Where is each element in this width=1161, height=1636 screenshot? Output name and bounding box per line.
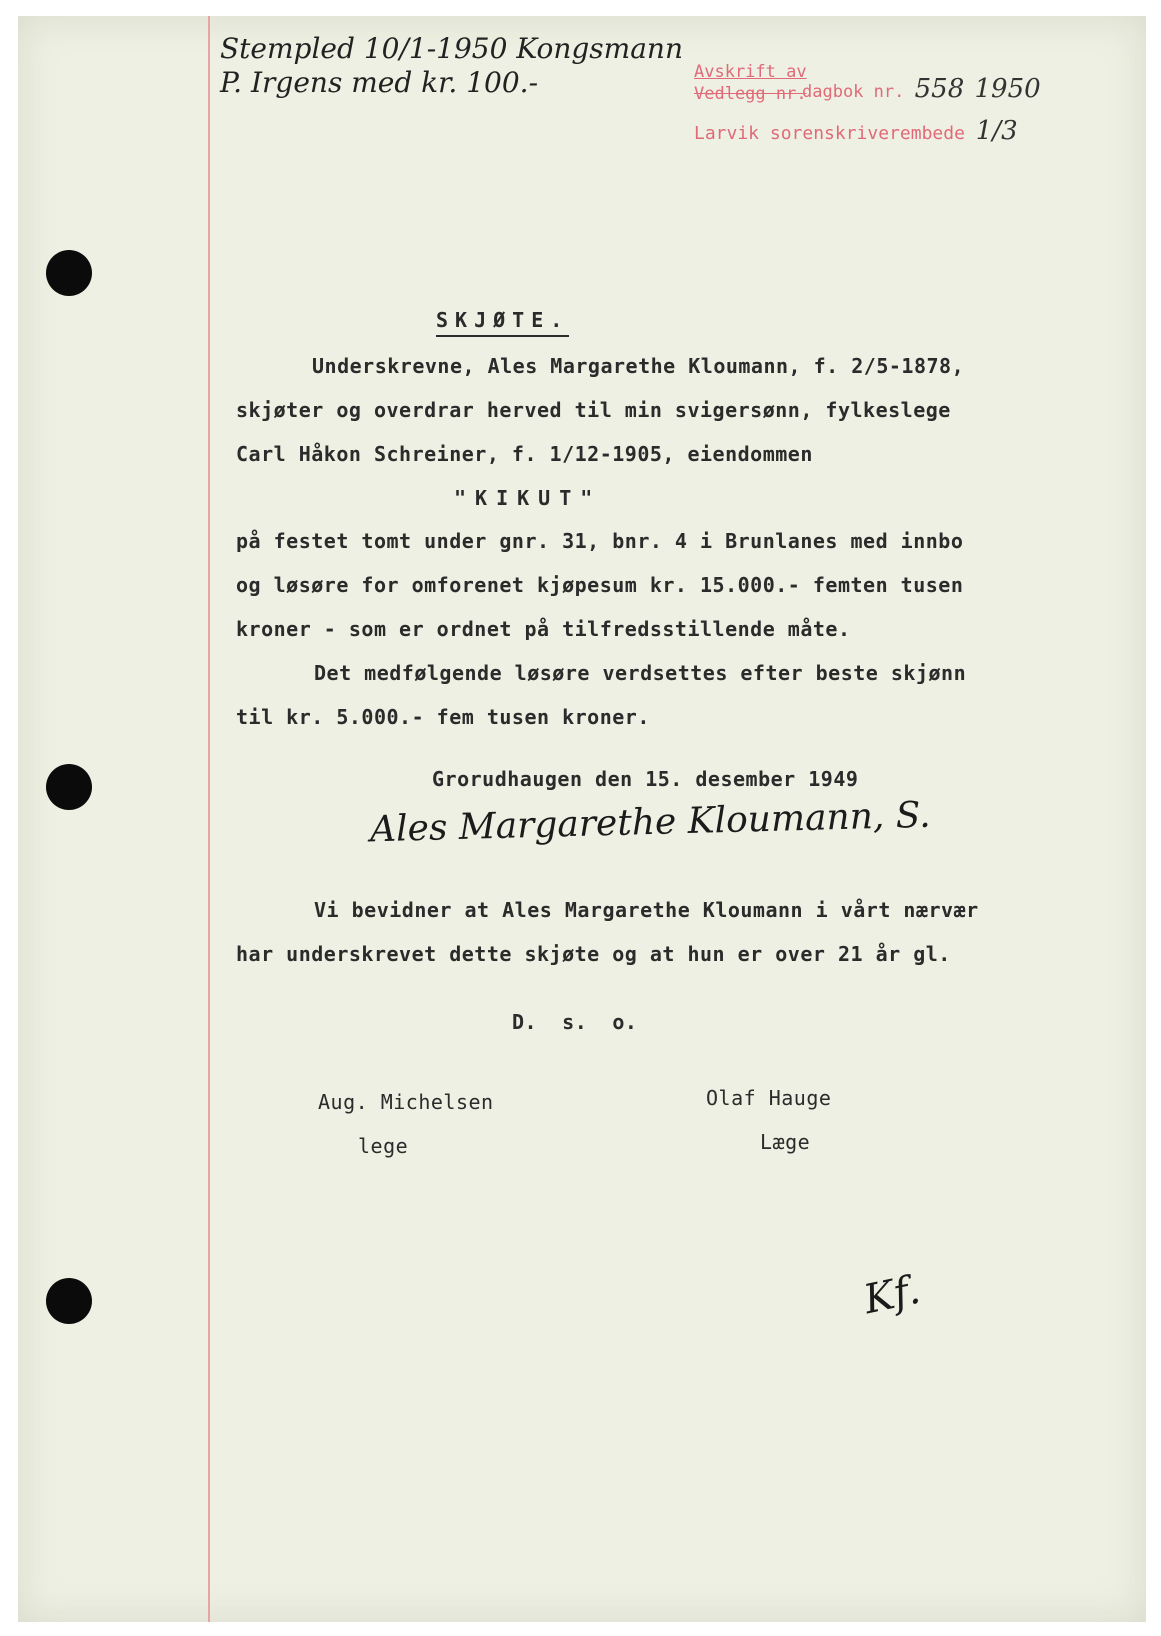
- witness2-title: Læge: [760, 1130, 811, 1154]
- witness1-name: Aug. Michelsen: [318, 1090, 494, 1114]
- dso: D. s. o.: [512, 1010, 638, 1034]
- witness-line: Vi bevidner at Ales Margarethe Kloumann i vårt nærvær: [314, 898, 979, 922]
- stamp-line1: Avskrift av: [694, 62, 807, 82]
- punch-hole: [46, 1278, 92, 1324]
- body-line: kroner - som er ordnet på tilfredsstillende måte.: [236, 617, 851, 641]
- document-title: SKJØTE.: [436, 308, 569, 337]
- body-line: til kr. 5.000.- fem tusen kroner.: [236, 705, 650, 729]
- stamp-line2: Vedlegg nr.: [694, 84, 807, 104]
- place-date: Grorudhaugen den 15. desember 1949: [432, 767, 859, 791]
- body-line: på festet tomt under gnr. 31, bnr. 4 i Brunlanes med innbo: [236, 529, 964, 553]
- witness-line: har underskrevet dette skjøte og at hun er over 21 år gl.: [236, 942, 951, 966]
- stamp-dagbok-label: dagbok nr.: [802, 82, 905, 102]
- document-page: [18, 16, 1146, 1622]
- stamp-dagbok: [802, 74, 1041, 104]
- handwritten-note-line1: Stempled 10/1-1950 Kongsmann: [220, 32, 683, 65]
- witness2-name: Olaf Hauge: [706, 1086, 832, 1110]
- punch-hole: [46, 764, 92, 810]
- initials: Kf.: [859, 1266, 925, 1324]
- stamp-dagbok-number: 558: [914, 74, 965, 104]
- stamp-office: [694, 116, 1018, 146]
- body-line: og løsøre for omforenet kjøpesum kr. 15.000.- femten tusen: [236, 573, 964, 597]
- stamp-year: 1950: [974, 74, 1041, 104]
- signature: Ales Margarethe Kloumann, S.: [369, 794, 932, 851]
- body-line: Det medfølgende løsøre verdsettes efter beste skjønn: [314, 661, 967, 685]
- body-line: Carl Håkon Schreiner, f. 1/12-1905, eiendommen: [236, 442, 813, 466]
- property-name: "KIKUT": [454, 486, 602, 510]
- witness1-title: lege: [358, 1134, 409, 1158]
- punch-hole: [46, 250, 92, 296]
- stamp-fraction: 1/3: [975, 116, 1018, 146]
- body-line: Underskrevne, Ales Margarethe Kloumann, f. 2/5-1878,: [312, 354, 965, 378]
- handwritten-note-line2: P. Irgens med kr. 100.-: [220, 66, 539, 99]
- margin-line: [208, 16, 210, 1622]
- stamp-office-name: Larvik sorenskriverembede: [694, 123, 965, 144]
- body-line: skjøter og overdrar herved til min svigersønn, fylkeslege: [236, 398, 951, 422]
